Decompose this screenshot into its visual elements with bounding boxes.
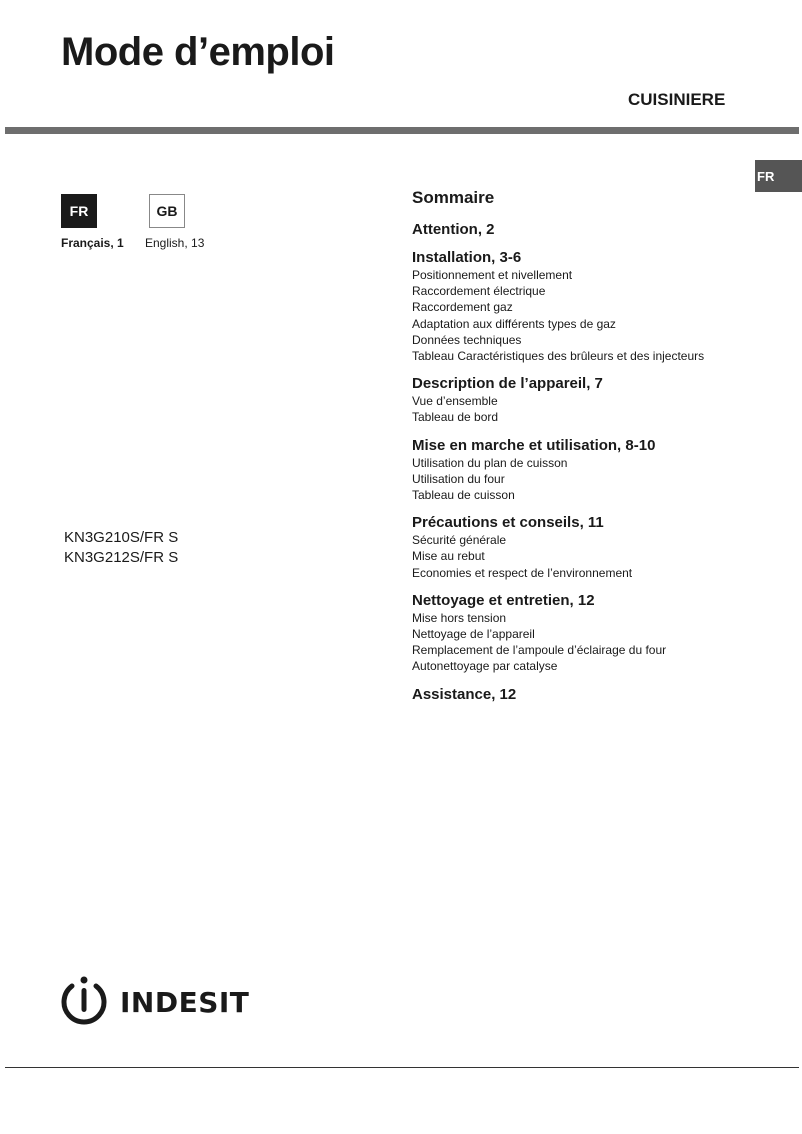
toc-item[interactable]: Positionnement et nivellement	[412, 268, 573, 282]
model-list	[64, 528, 178, 568]
indesit-logo	[60, 974, 255, 1033]
toc-item[interactable]: Vue d’ensemble	[412, 394, 498, 409]
toc-section	[412, 514, 752, 581]
toc-item[interactable]: Tableau de bord	[412, 410, 499, 425]
toc-section	[412, 221, 752, 238]
toc-item[interactable]: Adaptation aux différents types de gaz	[412, 316, 616, 331]
toc-item[interactable]: Sécurité générale	[412, 533, 507, 548]
toc-section	[412, 686, 752, 703]
toc-item[interactable]: Mise hors tension	[412, 610, 507, 625]
header-divider	[5, 127, 799, 134]
toc-item[interactable]: Nettoyage de l’appareil	[412, 627, 535, 642]
toc-section-heading[interactable]: Description de l’appareil, 7	[412, 375, 603, 393]
toc-section	[412, 375, 752, 425]
toc-section-heading[interactable]: Précautions et conseils, 11	[412, 514, 604, 532]
toc-item[interactable]: Remplacement de l’ampoule d’éclairage du four	[412, 643, 667, 658]
footer-divider	[5, 1067, 799, 1068]
toc-section-heading[interactable]: Attention, 2	[412, 221, 495, 238]
language-gb-label: English, 13	[145, 236, 205, 250]
toc-item[interactable]: Raccordement gaz	[412, 300, 513, 315]
toc-item[interactable]: Utilisation du four	[412, 471, 505, 486]
svg-text:INDESIT: INDESIT	[120, 986, 250, 1019]
language-gb-badge[interactable]: GB	[149, 194, 185, 228]
toc-section-heading[interactable]: Assistance, 12	[412, 685, 517, 703]
toc-section-heading[interactable]: Nettoyage et entretien, 12	[412, 591, 595, 609]
language-fr-label: Français, 1	[61, 236, 124, 250]
language-fr-badge[interactable]: FR	[61, 194, 97, 228]
toc-item[interactable]: Mise au rebut	[412, 549, 485, 564]
toc-section-heading[interactable]: Installation, 3-6	[412, 249, 522, 266]
language-tab-fr: FR	[755, 160, 802, 192]
toc-item[interactable]: Utilisation du plan de cuisson	[412, 455, 568, 470]
toc-title: Sommaire	[412, 188, 495, 207]
toc-section	[412, 249, 752, 364]
toc-item[interactable]: Données techniques	[412, 332, 522, 347]
model-number: KN3G212S/FR S	[64, 549, 179, 566]
toc-section-heading[interactable]: Mise en marche et utilisation, 8-10	[412, 436, 656, 454]
product-type: CUISINIERE	[628, 90, 726, 109]
toc-section	[412, 437, 752, 504]
toc-item[interactable]: Tableau de cuisson	[412, 488, 515, 503]
toc-item[interactable]: Raccordement électrique	[412, 284, 546, 299]
toc-item[interactable]: Tableau Caractéristiques des brûleurs et des injecteurs	[412, 349, 705, 364]
toc-item[interactable]: Economies et respect de l’environnement	[412, 565, 633, 580]
page-title: Mode d’emploi	[61, 30, 335, 74]
toc-section	[412, 592, 752, 675]
toc-item[interactable]: Autonettoyage par catalyse	[412, 659, 558, 674]
model-number: KN3G210S/FR S	[64, 529, 179, 546]
table-of-contents	[412, 188, 752, 714]
